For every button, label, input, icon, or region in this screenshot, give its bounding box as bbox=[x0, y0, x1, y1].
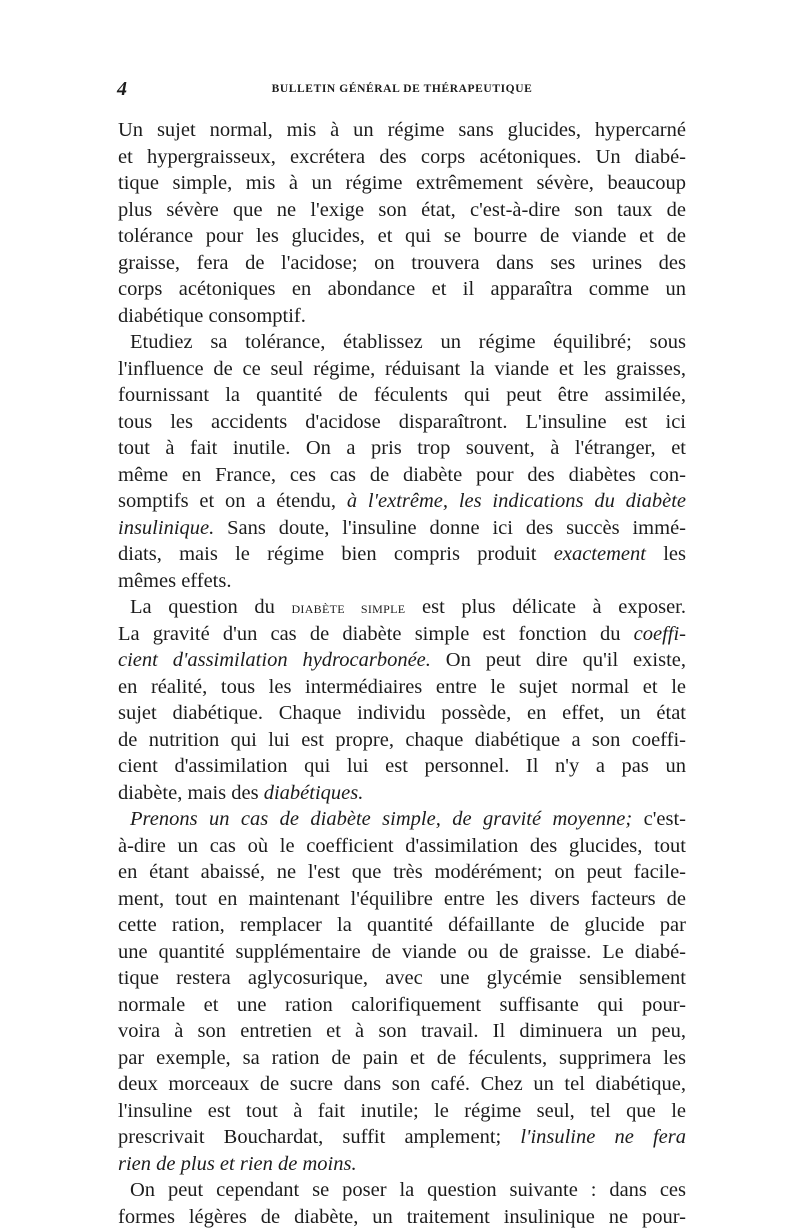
text-line: fournissant la quantité de féculents qui peut être assimilée, bbox=[118, 382, 686, 409]
text-line: cette ration, remplacer la quantité défaillante de glucide par bbox=[118, 912, 686, 939]
text-line: tous les accidents d'acidose disparaîtront. L'insuline est ici bbox=[118, 409, 686, 436]
text-line: cient d'assimilation qui lui est personnel. Il n'y a pas un bbox=[118, 753, 686, 780]
text-line: prescrivait Bouchardat, suffit amplement; l'insuline ne fera bbox=[118, 1124, 686, 1151]
text-line: Prenons un cas de diabète simple, de gravité moyenne; c'est- bbox=[118, 806, 686, 833]
text-line: en étant abaissé, ne l'est que très modérément; on peut facile- bbox=[118, 859, 686, 886]
text-line: une quantité supplémentaire de viande ou de graisse. Le diabé- bbox=[118, 939, 686, 966]
text-line: somptifs et on a étendu, à l'extrême, les indications du diabète bbox=[118, 488, 686, 515]
text-line: en réalité, tous les intermédiaires entre le sujet normal et le bbox=[118, 674, 686, 701]
text-line: ment, tout en maintenant l'équilibre entre les divers facteurs de bbox=[118, 886, 686, 913]
text-line: La gravité d'un cas de diabète simple est fonction du coeffi- bbox=[118, 621, 686, 648]
text-line: normale et une ration calorifiquement suffisante qui pour- bbox=[118, 992, 686, 1019]
page-header bbox=[117, 78, 687, 102]
text-line: l'influence de ce seul régime, réduisant la viande et les graisses, bbox=[118, 356, 686, 383]
text-line: de nutrition qui lui est propre, chaque diabétique a son coeffi- bbox=[118, 727, 686, 754]
text-line: rien de plus et rien de moins. bbox=[118, 1151, 686, 1178]
text-line: tout à fait inutile. On a pris trop souvent, à l'étranger, et bbox=[118, 435, 686, 462]
text-line: diats, mais le régime bien compris produit exactement les bbox=[118, 541, 686, 568]
text-line: par exemple, sa ration de pain et de féculents, supprimera les bbox=[118, 1045, 686, 1072]
text-line: La question du diabète simple est plus délicate à exposer. bbox=[118, 594, 686, 621]
text-line: Un sujet normal, mis à un régime sans glucides, hypercarné bbox=[118, 117, 686, 144]
running-title: BULLETIN GÉNÉRAL DE THÉRAPEUTIQUE bbox=[117, 83, 687, 95]
text-line: insulinique. Sans doute, l'insuline donne ici des succès immé- bbox=[118, 515, 686, 542]
text-line: graisse, fera de l'acidose; on trouvera dans ses urines des bbox=[118, 250, 686, 277]
text-line: On peut cependant se poser la question suivante : dans ces bbox=[118, 1177, 686, 1204]
text-line: à-dire un cas où le coefficient d'assimilation des glucides, tout bbox=[118, 833, 686, 860]
text-line: même en France, ces cas de diabète pour des diabètes con- bbox=[118, 462, 686, 489]
text-line: diabétique consomptif. bbox=[118, 303, 686, 330]
text-line: tique simple, mis à un régime extrêmement sévère, beaucoup bbox=[118, 170, 686, 197]
text-line: tolérance pour les glucides, et qui se bourre de viande et de bbox=[118, 223, 686, 250]
text-line: l'insuline est tout à fait inutile; le régime seul, tel que le bbox=[118, 1098, 686, 1125]
text-line: Etudiez sa tolérance, établissez un régime équilibré; sous bbox=[118, 329, 686, 356]
page-number: 4 bbox=[117, 78, 127, 101]
text-line: corps acétoniques en abondance et il apparaîtra comme un bbox=[118, 276, 686, 303]
text-line: deux morceaux de sucre dans son café. Chez un tel diabétique, bbox=[118, 1071, 686, 1098]
text-line: mêmes effets. bbox=[118, 568, 686, 595]
text-line: tique restera aglycosurique, avec une glycémie sensiblement bbox=[118, 965, 686, 992]
text-line: formes légères de diabète, un traitement insulinique ne pour- bbox=[118, 1204, 686, 1230]
text-line: cient d'assimilation hydrocarbonée. On peut dire qu'il existe, bbox=[118, 647, 686, 674]
text-line: diabète, mais des diabétiques. bbox=[118, 780, 686, 807]
text-line: plus sévère que ne l'exige son état, c'est-à-dire son taux de bbox=[118, 197, 686, 224]
text-line: et hypergraisseux, excrétera des corps acétoniques. Un diabé- bbox=[118, 144, 686, 171]
body-text bbox=[118, 117, 686, 1230]
text-line: sujet diabétique. Chaque individu possède, en effet, un état bbox=[118, 700, 686, 727]
text-line: voira à son entretien et à son travail. Il diminuera un peu, bbox=[118, 1018, 686, 1045]
